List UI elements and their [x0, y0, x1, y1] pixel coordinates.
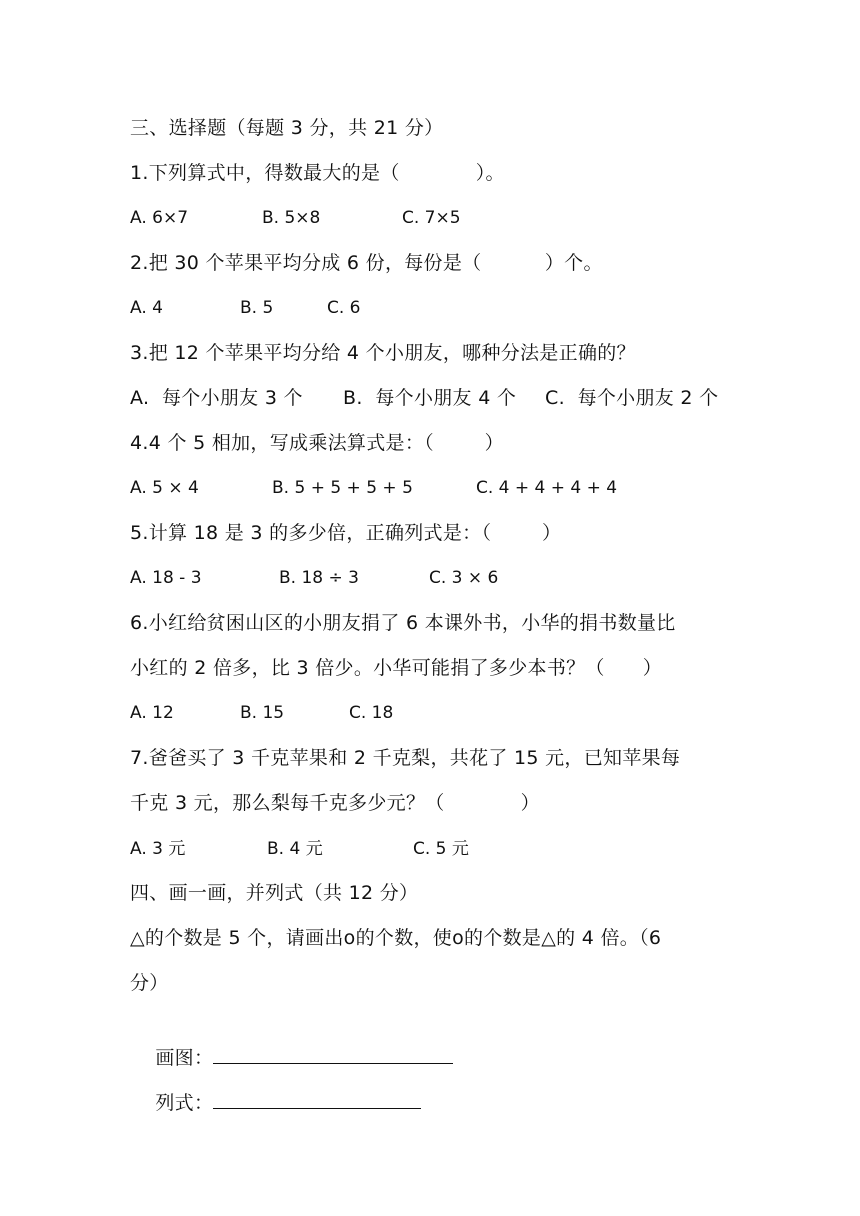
question-3-stem: 3.把 12 个苹果平均分给 4 个小朋友，哪种分法是正确的？: [130, 342, 636, 364]
question-7-option-b: B. 4 元: [267, 839, 323, 859]
question-2-option-b: B. 5: [240, 298, 274, 318]
question-6-option-c: C. 18: [349, 703, 394, 723]
question-7-stem-line-2: 千克 3 元，那么梨每千克多少元？（ ）: [130, 792, 540, 814]
question-4-stem: 4.4 个 5 相加，写成乘法算式是：（ ）: [130, 432, 504, 454]
question-4-option-b: B. 5 + 5 + 5 + 5: [272, 478, 413, 498]
question-2-option-a: A. 4: [130, 298, 163, 318]
question-6-stem-line-2: 小红的 2 倍多，比 3 倍少。小华可能捐了多少本书？（ ）: [130, 657, 663, 679]
section-3-title: 三、选择题（每题 3 分，共 21 分）: [130, 117, 444, 139]
question-7-option-a: A. 3 元: [130, 839, 186, 859]
question-1-option-a: A. 6×7: [130, 208, 189, 228]
section-4-prompt-line-1: △的个数是 5 个，请画出o的个数，使o的个数是△的 4 倍。（6: [130, 927, 662, 949]
question-4-option-a: A. 5 × 4: [130, 478, 199, 498]
question-6-option-a: A. 12: [130, 703, 174, 723]
question-4-option-c: C. 4 + 4 + 4 + 4: [476, 478, 618, 498]
question-6-option-b: B. 15: [240, 703, 285, 723]
question-5-option-c: C. 3 × 6: [429, 568, 499, 588]
question-6-stem-line-1: 6.小红给贫困山区的小朋友捐了 6 本课外书，小华的捐书数量比: [130, 612, 676, 634]
formula-label: 列式：: [155, 1092, 214, 1114]
question-3-option-c: C. 每个小朋友 2 个: [545, 387, 719, 409]
question-3-option-b: B. 每个小朋友 4 个: [343, 387, 517, 409]
section-4-prompt-line-2: 分）: [130, 972, 169, 994]
question-1-option-c: C. 7×5: [402, 208, 461, 228]
formula-answer-blank[interactable]: [213, 1088, 421, 1109]
question-1-stem: 1.下列算式中，得数最大的是（ ）。: [130, 162, 505, 184]
draw-label: 画图：: [155, 1047, 214, 1069]
question-7-option-c: C. 5 元: [413, 839, 469, 859]
question-5-option-b: B. 18 ÷ 3: [279, 568, 359, 588]
question-2-stem: 2.把 30 个苹果平均分成 6 份，每份是（ ）个。: [130, 252, 603, 274]
question-2-option-c: C. 6: [327, 298, 361, 318]
question-5-stem: 5.计算 18 是 3 的多少倍，正确列式是：（ ）: [130, 522, 562, 544]
question-3-option-a: A. 每个小朋友 3 个: [130, 387, 303, 409]
formula-answer-row: [130, 1060, 421, 1145]
question-7-stem-line-1: 7.爸爸买了 3 千克苹果和 2 千克梨，共花了 15 元，已知苹果每: [130, 747, 681, 769]
section-4-title: 四、画一画，并列式（共 12 分）: [130, 882, 419, 904]
question-1-option-b: B. 5×8: [262, 208, 321, 228]
question-5-option-a: A. 18 - 3: [130, 568, 202, 588]
